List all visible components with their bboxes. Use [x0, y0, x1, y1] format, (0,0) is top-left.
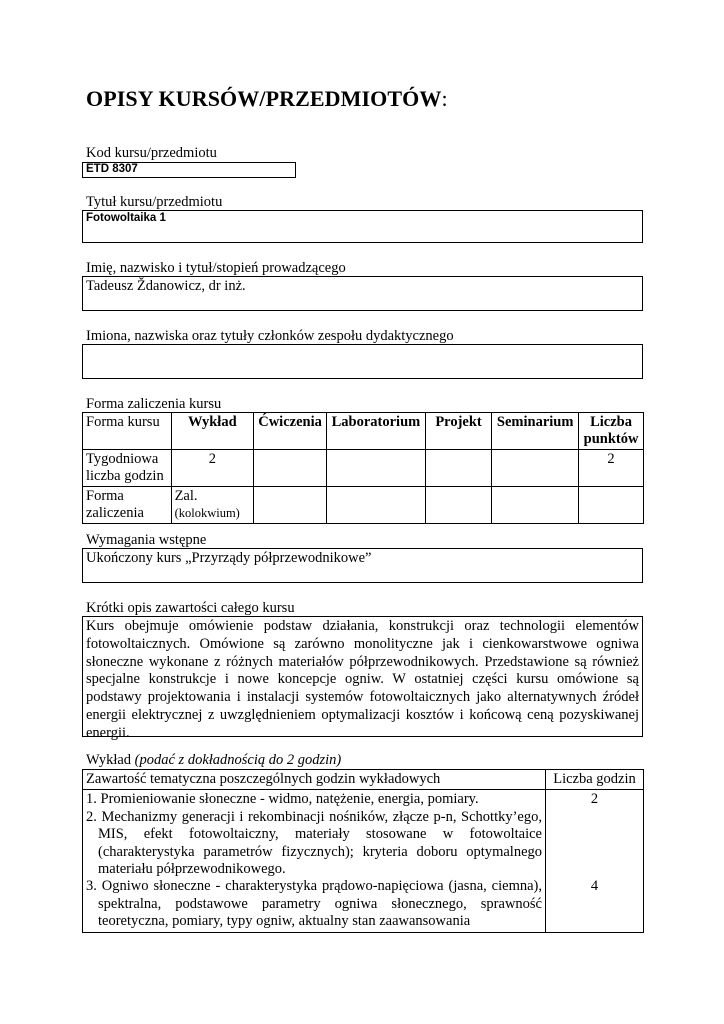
- wyklad-form-value: Zal.: [174, 488, 198, 504]
- lectures-table: [82, 769, 644, 933]
- lecture-item: 3. Ogniwo słoneczne - charakterystyka prądowo-napięciowa (jasna, ciemna), spektralna, podstawowe parametry ogniwa słonecznego, sprawność teoretyczna, pomiary, typy ogniw, aktualny stan zaawansowania: [86, 878, 542, 930]
- summary-field: Kurs obejmuje omówienie podstaw działania, konstrukcji oraz technologii elementów fotowoltaicznych. Omówione są zarówno monolityczne jak i cienkowarstwowe ogniwa słoneczne wykonane z różnych materiałów półprzewodnikowych. Przedstawione są również specjalne konstrukcje i nowe koncepcje ogniw. W ostatniej części kursu omówione są podstawy projektowania i instalacji systemów fotowoltaicznych jako alternatywnych źródeł energii elektrycznej z uwzględnieniem optymalizacji kosztów i końcową ceną pozyskiwanej energii.: [82, 616, 643, 737]
- cell-laboratorium-form: [327, 487, 426, 524]
- cell-seminarium-form: [492, 487, 579, 524]
- team-field: [82, 344, 643, 379]
- lectures-header-row: [83, 770, 644, 790]
- header-seminarium: Seminarium: [492, 413, 579, 450]
- lecture-item: 1. Promieniowanie słoneczne - widmo, natężenie, energia, pomiary.: [86, 791, 479, 808]
- cell-projekt-form: [425, 487, 491, 524]
- lectures-label-note: (podać z dokładnością do 2 godzin): [134, 752, 342, 768]
- lectures-label: Wykład (podać z dokładnością do 2 godzin): [86, 752, 342, 768]
- lecturer-field: Tadeusz Ždanowicz, dr inż.: [82, 276, 643, 311]
- wyklad-form-note: (kolokwium): [174, 506, 240, 520]
- header-cwiczenia: Ćwiczenia: [254, 413, 327, 450]
- course-title-field: Fotowoltaika 1: [82, 210, 643, 243]
- assessment-table: [82, 412, 644, 524]
- course-code-field: ETD 8307: [82, 162, 296, 178]
- header-liczba-punktow: Liczba punktów: [579, 413, 644, 450]
- lectures-body-row: [83, 790, 644, 932]
- assessment-row-hours: [83, 450, 644, 487]
- assessment-label: Forma zaliczenia kursu: [86, 396, 222, 412]
- lecturer-label: Imię, nazwisko i tytuł/stopień prowadzącego: [86, 260, 346, 276]
- cell-laboratorium-hours: [327, 450, 426, 487]
- header-forma-kursu: Forma kursu: [83, 413, 172, 450]
- prerequisites-label: Wymagania wstępne: [86, 532, 207, 548]
- lectures-header-content: Zawartość tematyczna poszczególnych godzin wykładowych: [83, 770, 546, 790]
- cell-seminarium-hours: [492, 450, 579, 487]
- assessment-header-row: [83, 413, 644, 450]
- header-projekt: Projekt: [425, 413, 491, 450]
- header-wyklad: Wykład: [171, 413, 254, 450]
- lecture-hours: [549, 809, 640, 878]
- team-label: Imiona, nazwiska oraz tytuły członków zespołu dydaktycznego: [86, 328, 454, 344]
- cell-cwiczenia-form: [254, 487, 327, 524]
- cell-wyklad-hours: 2: [171, 450, 254, 487]
- row-label-hours: Tygodniowa liczba godzin: [83, 450, 172, 487]
- lectures-hours-cell: [546, 790, 644, 932]
- lecture-item: 2. Mechanizmy generacji i rekombinacji nośników, złącze p-n, Schottky’ego, MIS, efekt fotowoltaiczny, materiały stosowane w fotowoltaice (charakterystyka parametrów fizycznych); kryteria doboru optymalnego materiału półprzewodnikowego.: [86, 808, 542, 878]
- cell-punkty-form: [579, 487, 644, 524]
- page-title: OPISY KURSÓW/PRZEDMIOTÓW:: [86, 86, 448, 111]
- lectures-header-hours: Liczba godzin: [546, 770, 644, 790]
- prerequisites-field: Ukończony kurs „Przyrządy półprzewodnikowe”: [82, 548, 643, 583]
- assessment-row-form: [83, 487, 644, 524]
- row-label-form: Forma zaliczenia: [83, 487, 172, 524]
- lecture-hours: 2: [590, 791, 599, 808]
- cell-punkty-hours: 2: [579, 450, 644, 487]
- lectures-content-cell: [83, 790, 546, 932]
- course-code-label: Kod kursu/przedmiotu: [86, 145, 217, 161]
- course-title-label: Tytuł kursu/przedmiotu: [86, 194, 223, 210]
- cell-cwiczenia-hours: [254, 450, 327, 487]
- cell-wyklad-form: [171, 487, 254, 524]
- header-laboratorium: Laboratorium: [327, 413, 426, 450]
- summary-label: Krótki opis zawartości całego kursu: [86, 600, 295, 616]
- lecture-hours: 4: [590, 877, 599, 894]
- cell-projekt-hours: [425, 450, 491, 487]
